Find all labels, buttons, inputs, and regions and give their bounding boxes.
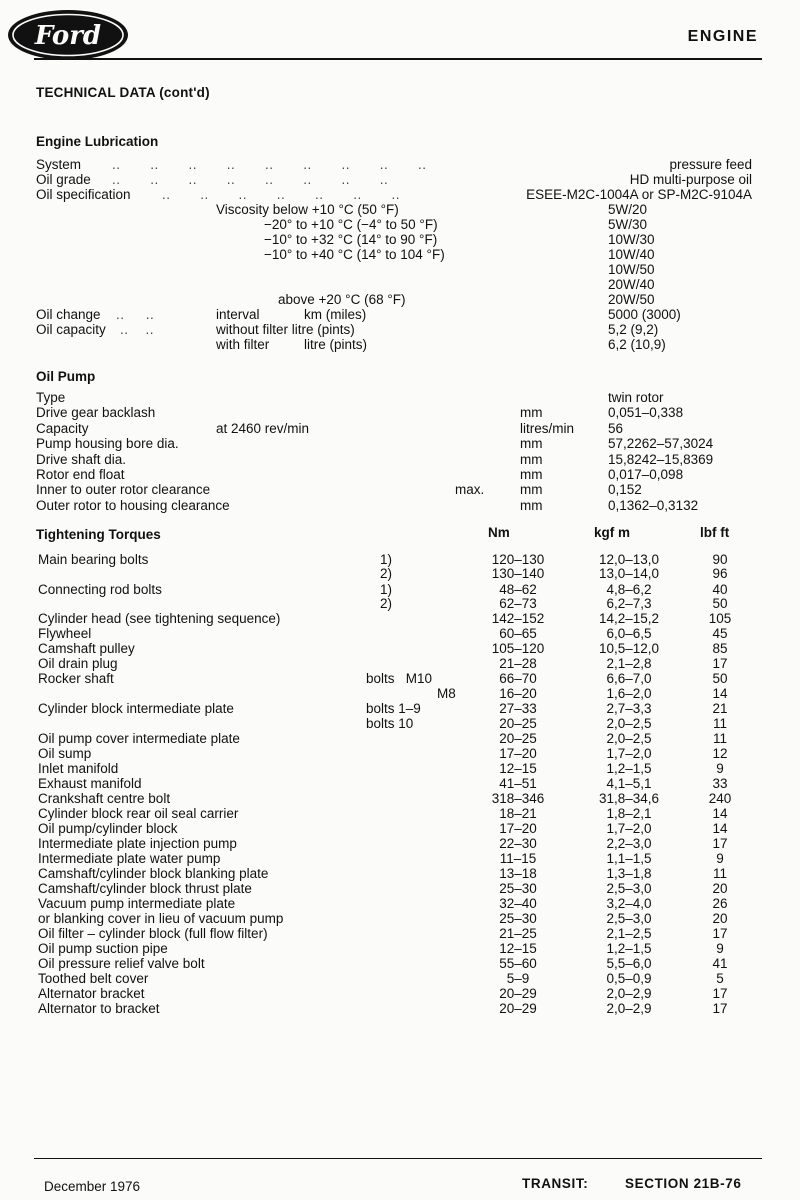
row-value: pressure feed (669, 157, 752, 172)
torque-nm: 20–25 (499, 731, 537, 746)
row-unit: mm (520, 436, 543, 452)
torque-nm: 25–30 (499, 911, 537, 926)
pump-spec-row (0, 467, 800, 482)
system-row (0, 157, 800, 172)
torque-note: bolts 1–9 (366, 701, 421, 716)
torque-kgfm: 1,6–2,0 (606, 686, 652, 701)
row-value: twin rotor (608, 390, 664, 405)
viscosity-row (0, 262, 800, 277)
torque-row (0, 731, 800, 746)
footer-section-number: SECTION 21B-76 (625, 1176, 742, 1191)
torque-kgfm: 1,2–1,5 (606, 941, 652, 956)
torque-lbfft: 50 (712, 671, 728, 686)
torque-row (0, 821, 800, 836)
torque-note: 1) (380, 582, 393, 597)
torque-lbfft: 240 (708, 791, 732, 806)
viscosity-grade: 20W/40 (608, 277, 655, 292)
torque-row (0, 836, 800, 851)
column-header-nm: Nm (488, 525, 510, 540)
torque-kgfm: 2,0–2,9 (606, 986, 652, 1001)
row-label: Capacity (36, 420, 89, 436)
without-filter-value: 5,2 (9,2) (608, 322, 659, 337)
torque-label: Oil sump (38, 746, 92, 761)
oil-capacity-row (0, 322, 800, 337)
row-label: System (36, 157, 82, 172)
torque-nm: 16–20 (499, 686, 537, 701)
torque-label: Exhaust manifold (38, 776, 142, 791)
torque-row (0, 776, 800, 791)
torque-row (0, 956, 800, 971)
torque-row (0, 656, 800, 671)
viscosity-row (0, 217, 800, 232)
viscosity-grade: 10W/50 (608, 262, 655, 277)
torque-nm: 48–62 (499, 582, 537, 597)
torque-kgfm: 6,2–7,3 (606, 596, 652, 611)
torque-row (0, 1001, 800, 1016)
viscosity-row (0, 232, 800, 247)
torque-label: Flywheel (38, 626, 92, 641)
viscosity-grade: 20W/50 (608, 292, 655, 307)
torque-label: Main bearing bolts (38, 552, 149, 567)
page-title: TECHNICAL DATA (cont'd) (36, 85, 210, 100)
torque-lbfft: 105 (708, 611, 732, 626)
torque-lbfft: 11 (712, 866, 727, 881)
torque-lbfft: 41 (712, 956, 728, 971)
row-label: Oil change (36, 307, 101, 322)
row-unit: mm (520, 451, 543, 467)
torque-lbfft: 45 (712, 626, 728, 641)
section-header: ENGINE (687, 28, 758, 45)
torque-row (0, 761, 800, 776)
torque-lbfft: 20 (712, 911, 728, 926)
with-filter-label: with filter (216, 337, 270, 352)
torque-row (0, 626, 800, 641)
pump-spec-row (0, 452, 800, 467)
ford-logo (6, 8, 130, 62)
torque-row (0, 941, 800, 956)
torques-heading: Tightening Torques (36, 527, 161, 542)
leader-dots: .. .. .. .. .. .. .. .. .. (112, 157, 427, 172)
torque-row (0, 866, 800, 881)
torque-row (0, 971, 800, 986)
viscosity-grade: 5W/30 (608, 217, 648, 232)
row-label: Oil capacity (36, 322, 106, 337)
torque-label: Oil filter – cylinder block (full flow filter) (38, 926, 268, 941)
torque-kgfm: 1,8–2,1 (606, 806, 652, 821)
torque-lbfft: 90 (712, 552, 728, 567)
torque-lbfft: 14 (712, 806, 728, 821)
row-label: Outer rotor to housing clearance (36, 497, 230, 513)
row-value: 15,8242–15,8369 (608, 451, 714, 467)
torque-label: Oil pump suction pipe (38, 941, 168, 956)
footer-date: December 1976 (44, 1179, 141, 1194)
torque-kgfm: 12,0–13,0 (598, 552, 660, 567)
row-label: Drive gear backlash (36, 405, 156, 421)
without-filter-label: without filter litre (pints) (216, 322, 355, 337)
torque-row (0, 896, 800, 911)
lubrication-heading: Engine Lubrication (36, 134, 159, 149)
oil-pump-heading: Oil Pump (36, 369, 96, 384)
torque-label: Intermediate plate injection pump (38, 836, 237, 851)
torque-note: bolts M10 (366, 671, 433, 686)
torque-nm: 60–65 (499, 626, 537, 641)
torque-lbfft: 33 (712, 776, 728, 791)
viscosity-row (0, 292, 800, 307)
torque-kgfm: 1,7–2,0 (606, 821, 652, 836)
torque-lbfft: 20 (712, 881, 728, 896)
viscosity-row (0, 277, 800, 292)
torque-nm: 12–15 (499, 941, 537, 956)
torque-kgfm: 1,1–1,5 (606, 851, 652, 866)
torque-label: Oil pump cover intermediate plate (38, 731, 240, 746)
torque-label: Camshaft pulley (38, 641, 135, 656)
torque-lbfft: 17 (712, 926, 728, 941)
row-value: 56 (608, 420, 624, 436)
torque-row (0, 716, 800, 731)
torque-label: Inlet manifold (38, 761, 119, 776)
torque-kgfm: 14,2–15,2 (598, 611, 660, 626)
torque-nm: 27–33 (499, 701, 537, 716)
torque-label: Alternator to bracket (38, 1001, 160, 1016)
torque-lbfft: 9 (716, 941, 724, 956)
logo-text: Ford (34, 21, 102, 51)
footer-model: TRANSIT: (522, 1176, 589, 1191)
oil-spec-row (0, 187, 800, 202)
row-value: 57,2262–57,3024 (608, 436, 714, 452)
torque-nm: 17–20 (499, 821, 537, 836)
torque-label: Cylinder block rear oil seal carrier (38, 806, 239, 821)
leader-dots: .. .. .. .. .. .. .. (162, 187, 401, 202)
torque-nm: 55–60 (499, 956, 537, 971)
with-filter-unit: litre (pints) (304, 337, 368, 352)
torque-lbfft: 5 (716, 971, 724, 986)
torque-nm: 32–40 (499, 896, 537, 911)
torque-label: Cylinder head (see tightening sequence) (38, 611, 281, 626)
row-label: Drive shaft dia. (36, 451, 127, 467)
torque-label: Cylinder block intermediate plate (38, 701, 234, 716)
torque-row (0, 926, 800, 941)
torque-label: Toothed belt cover (38, 971, 149, 986)
torque-nm: 13–18 (499, 866, 537, 881)
torque-nm: 18–21 (499, 806, 537, 821)
torque-lbfft: 21 (712, 701, 728, 716)
torque-label: Oil pump/cylinder block (38, 821, 178, 836)
torque-row (0, 596, 800, 611)
torque-kgfm: 2,0–2,5 (606, 716, 652, 731)
torque-kgfm: 2,1–2,5 (606, 926, 652, 941)
torque-lbfft: 9 (716, 851, 724, 866)
torque-lbfft: 12 (712, 746, 728, 761)
torque-kgfm: 1,7–2,0 (606, 746, 652, 761)
torque-kgfm: 2,5–3,0 (606, 911, 652, 926)
viscosity-range: −10° to +40 °C (14° to 104 °F) (264, 247, 445, 262)
torque-nm: 20–29 (499, 986, 537, 1001)
torque-row (0, 746, 800, 761)
torque-label: Connecting rod bolts (38, 582, 162, 597)
torque-lbfft: 9 (716, 761, 724, 776)
torque-label: Camshaft/cylinder block thrust plate (38, 881, 252, 896)
torque-kgfm: 2,7–3,3 (606, 701, 652, 716)
torque-row (0, 701, 800, 716)
torque-lbfft: 50 (712, 596, 728, 611)
torque-row (0, 911, 800, 926)
torque-kgfm: 2,0–2,5 (606, 731, 652, 746)
torque-kgfm: 10,5–12,0 (598, 641, 660, 656)
row-unit: mm (520, 467, 543, 482)
row-value: 0,017–0,098 (608, 467, 684, 482)
torque-nm: 142–152 (491, 611, 545, 626)
viscosity-range: −10° to +32 °C (14° to 90 °F) (264, 232, 438, 247)
torque-label: Rocker shaft (38, 671, 114, 686)
torque-kgfm: 1,2–1,5 (606, 761, 652, 776)
torque-label: Intermediate plate water pump (38, 851, 221, 866)
torque-row (0, 582, 800, 597)
row-label: Oil grade (36, 172, 91, 187)
torque-kgfm: 2,2–3,0 (606, 836, 652, 851)
torque-nm: 22–30 (499, 836, 537, 851)
torque-label: Alternator bracket (38, 986, 145, 1001)
header-rule (34, 58, 762, 60)
torque-lbfft: 17 (712, 656, 728, 671)
viscosity-grade: 5W/20 (608, 202, 648, 217)
torque-kgfm: 3,2–4,0 (606, 896, 652, 911)
torque-nm: 17–20 (499, 746, 537, 761)
torque-nm: 130–140 (491, 566, 545, 581)
torque-lbfft: 11 (712, 731, 727, 746)
row-label: Inner to outer rotor clearance (36, 482, 211, 498)
torque-row (0, 611, 800, 626)
torque-nm: 25–30 (499, 881, 537, 896)
torque-lbfft: 17 (712, 986, 728, 1001)
row-value: 0,051–0,338 (608, 405, 684, 421)
torque-kgfm: 2,5–3,0 (606, 881, 652, 896)
torque-kgfm: 6,0–6,5 (606, 626, 652, 641)
viscosity-range: Viscosity below +10 °C (50 °F) (216, 202, 399, 217)
row-value: 0,152 (608, 482, 642, 498)
torque-nm: 318–346 (491, 791, 545, 806)
row-unit: mm (520, 497, 543, 513)
row-value: 0,1362–0,3132 (608, 497, 699, 513)
row-unit: litres/min (520, 420, 575, 436)
torque-row (0, 881, 800, 896)
column-header-kgfm: kgf m (594, 525, 631, 540)
torque-nm: 66–70 (499, 671, 537, 686)
torque-kgfm: 1,3–1,8 (606, 866, 652, 881)
torque-lbfft: 14 (712, 686, 728, 701)
leader-dots: .. .. (120, 322, 155, 337)
torque-lbfft: 96 (712, 566, 728, 581)
row-label: Pump housing bore dia. (36, 436, 179, 452)
viscosity-range: −20° to +10 °C (−4° to 50 °F) (264, 217, 438, 232)
torque-row (0, 791, 800, 806)
torque-lbfft: 85 (712, 641, 728, 656)
pump-spec-row (0, 405, 800, 420)
torque-row (0, 566, 800, 581)
oil-change-unit: km (miles) (304, 307, 367, 322)
torque-lbfft: 14 (712, 821, 728, 836)
torque-row (0, 641, 800, 656)
torque-note: 2) (380, 566, 393, 581)
row-note: at 2460 rev/min (216, 420, 310, 436)
torque-label: Vacuum pump intermediate plate (38, 896, 236, 911)
torque-kgfm: 2,0–2,9 (606, 1001, 652, 1016)
row-label: Type (36, 390, 66, 405)
viscosity-range: above +20 °C (68 °F) (278, 292, 406, 307)
torque-kgfm: 31,8–34,6 (598, 791, 660, 806)
torque-lbfft: 26 (712, 896, 728, 911)
torque-kgfm: 13,0–14,0 (598, 566, 660, 581)
torque-label: Crankshaft centre bolt (38, 791, 171, 806)
torque-kgfm: 0,5–0,9 (606, 971, 652, 986)
column-header-lbfft: lbf ft (700, 525, 730, 540)
row-label: Oil specification (36, 187, 131, 202)
footer-section (522, 1176, 741, 1191)
torque-label: Oil pressure relief valve bolt (38, 956, 205, 971)
row-value: HD multi-purpose oil (629, 172, 752, 187)
torque-nm: 41–51 (499, 776, 537, 791)
torque-row (0, 671, 800, 686)
torque-row (0, 986, 800, 1001)
torque-nm: 20–25 (499, 716, 537, 731)
torque-lbfft: 17 (712, 1001, 728, 1016)
torque-note: 2) (380, 596, 393, 611)
torque-note: bolts 10 (366, 716, 414, 731)
pump-spec-row (0, 436, 800, 451)
pump-spec-row (0, 482, 800, 497)
viscosity-row (0, 202, 800, 217)
torque-nm: 11–15 (499, 851, 537, 866)
with-filter-value: 6,2 (10,9) (608, 337, 666, 352)
viscosity-grade: 10W/30 (608, 232, 655, 247)
pump-spec-row (0, 498, 800, 513)
torque-nm: 20–29 (499, 1001, 537, 1016)
torque-note: 1) (380, 552, 393, 567)
row-unit: mm (520, 482, 543, 498)
viscosity-grade: 10W/40 (608, 247, 655, 262)
torque-nm: 120–130 (491, 552, 545, 567)
torque-kgfm: 4,8–6,2 (606, 582, 652, 597)
torque-row (0, 851, 800, 866)
torque-lbfft: 40 (712, 582, 728, 597)
torque-note: M8 (437, 686, 456, 701)
oil-change-interval: interval (216, 307, 260, 322)
torque-nm: 105–120 (491, 641, 545, 656)
torque-kgfm: 6,6–7,0 (606, 671, 652, 686)
row-note: max. (455, 482, 485, 498)
torque-nm: 62–73 (499, 596, 537, 611)
row-label: Rotor end float (36, 467, 125, 482)
leader-dots: .. .. (116, 307, 155, 322)
torque-row (0, 686, 800, 701)
viscosity-row (0, 247, 800, 262)
torque-nm: 21–25 (499, 926, 537, 941)
leader-dots: .. .. .. .. .. .. .. .. (112, 172, 389, 187)
row-unit: mm (520, 405, 543, 421)
with-filter-row (0, 337, 800, 352)
oil-grade-row (0, 172, 800, 187)
footer-rule (34, 1158, 762, 1159)
oil-change-row (0, 307, 800, 322)
torque-lbfft: 11 (712, 716, 727, 731)
pump-spec-row (0, 421, 800, 436)
torque-lbfft: 17 (712, 836, 728, 851)
torque-label: Camshaft/cylinder block blanking plate (38, 866, 269, 881)
torque-nm: 5–9 (506, 971, 530, 986)
torque-nm: 21–28 (499, 656, 537, 671)
pump-spec-row (0, 390, 800, 405)
torque-nm: 12–15 (499, 761, 537, 776)
torque-kgfm: 5,5–6,0 (606, 956, 652, 971)
oil-change-value: 5000 (3000) (608, 307, 681, 322)
torque-kgfm: 4,1–5,1 (606, 776, 652, 791)
torque-kgfm: 2,1–2,8 (606, 656, 652, 671)
row-value: ESEE-M2C-1004A or SP-M2C-9104A (526, 187, 752, 202)
torque-label: or blanking cover in lieu of vacuum pump (38, 911, 284, 926)
torque-row (0, 552, 800, 567)
torque-row (0, 806, 800, 821)
torque-label: Oil drain plug (38, 656, 118, 671)
